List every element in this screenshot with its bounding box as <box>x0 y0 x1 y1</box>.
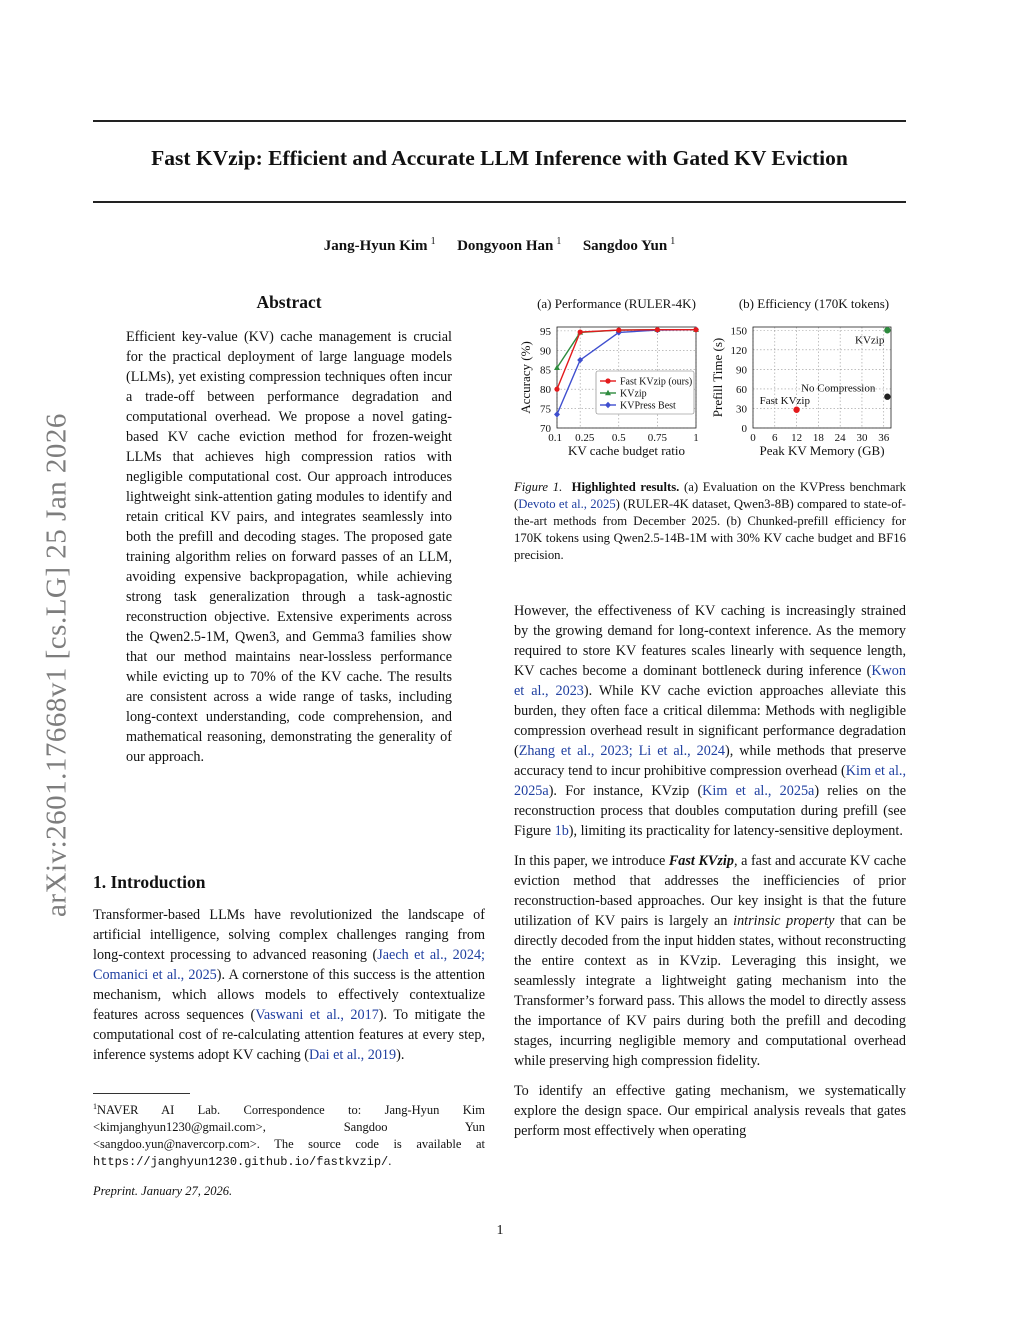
citation-link[interactable]: Vaswani et al., 2017 <box>255 1007 379 1023</box>
abstract-heading: Abstract <box>256 292 322 312</box>
citation-link[interactable]: Zhang et al., 2023; Li et al., 2024 <box>518 743 726 759</box>
y-tick-label: 95 <box>540 325 551 338</box>
citation-link[interactable]: Kim et al., 2025a <box>514 763 907 799</box>
author-name: Dongyoon Han <box>457 238 554 254</box>
citation-link[interactable]: Devoto et al., 2025 <box>518 497 616 511</box>
y-tick-label: 90 <box>540 345 551 358</box>
data-point <box>655 327 660 332</box>
data-point <box>554 411 560 417</box>
text-run: , a fast and accurate KV cache eviction method that addresses the inefficiencies of prior reconstruction-based approaches. Our key insight is that the future utilization of KV pairs is largely an <box>514 853 907 929</box>
text-run: ), while methods that preserve accuracy tend to incur prohibitive compression overhead ( <box>514 743 906 779</box>
paper-title: Fast KVzip: Efficient and Accurate LLM Inference with Gated KV Eviction <box>151 146 848 170</box>
author-list <box>93 236 906 255</box>
y-tick-label: 120 <box>730 344 747 357</box>
data-point <box>884 394 890 400</box>
emphasis-text: intrinsic property <box>733 913 835 929</box>
text-run: ). A cornerstone of this success is the attention mechanism, which allows models to effectively contextualize features across sequences ( <box>93 967 485 1023</box>
arxiv-stamp: arXiv:2601.17668v1 [cs.LG] 25 Jan 2026 <box>40 413 73 917</box>
y-tick-label: 90 <box>736 364 747 377</box>
data-point <box>693 327 698 332</box>
y-axis-label: Prefill Time (s) <box>710 337 725 418</box>
point-label: No Compression <box>801 382 876 395</box>
series-line <box>557 330 696 368</box>
section-heading-introduction: 1. Introduction <box>93 872 206 892</box>
point-label: KVzip <box>855 334 885 347</box>
x-axis-label: KV cache budget ratio <box>567 443 686 458</box>
citation-link[interactable]: 1b <box>554 823 569 839</box>
legend-label: KVPress Best <box>620 400 676 412</box>
y-axis-label: Accuracy (%) <box>518 341 533 414</box>
chart-title: (b) Efficiency (170K tokens) <box>738 296 890 311</box>
legend-label: KVzip <box>620 388 647 400</box>
point-label: Fast KVzip <box>759 394 811 407</box>
figure-1-charts <box>500 290 910 470</box>
y-tick-label: 80 <box>540 384 551 397</box>
x-tick-label: 0 <box>750 432 756 444</box>
title-rule-top <box>93 120 906 122</box>
y-tick-label: 60 <box>736 383 747 396</box>
text-run: ). While KV cache eviction approaches alleviate this burden, they often face a critical dilemma: Methods with negligible compression overhead result in significant performance degradation ( <box>514 683 906 759</box>
citation-link[interactable]: Kwon et al., 2023 <box>514 663 906 699</box>
data-point <box>578 329 583 334</box>
x-tick-label: 0.25 <box>575 432 595 444</box>
x-tick-label: 6 <box>772 432 778 444</box>
code-url-link[interactable]: https://janghyun1230.github.io/fastkvzip/ <box>93 1155 389 1170</box>
figure-label: Figure 1. <box>514 480 563 494</box>
x-axis-label: Peak KV Memory (GB) <box>759 443 885 458</box>
x-tick-label: 0.75 <box>647 432 668 444</box>
text-run: that can be directly decoded from the input hidden states, without reconstructing the entire context as in KVzip. Leveraging this insight, we seamlessly integrate a lightweight gating mechanism into the Transformer’s forward pass. This allows the model to directly assess the importance of KV pairs during both the prefill and decoding stages, incurring negligible memory and computational overhead while preserving high compression fidelity. <box>514 913 906 1069</box>
author-name: Sangdoo Yun <box>582 238 668 254</box>
y-tick-label: 150 <box>730 325 747 338</box>
y-tick-label: 75 <box>540 403 551 416</box>
text-run: ) relies on the reconstruction process that doubles computation during prefill (see Figure <box>514 783 907 839</box>
title-rule-bottom <box>93 201 906 203</box>
author-affiliation: 1 <box>670 236 676 247</box>
x-tick-label: 18 <box>812 432 824 444</box>
y-tick-label: 85 <box>540 364 551 377</box>
citation-link[interactable]: Jaech et al., 2024; Comanici et al., 2025 <box>93 947 485 983</box>
body-paragraph <box>514 1081 906 1141</box>
data-point <box>884 327 890 333</box>
figure-caption: Figure 1. Highlighted results. (a) Evaluation on the KVPress benchmark (Devoto et al., 2025) (RULER-4K dataset, Qwen3-8B) compared to state-of-the-art methods from December 2025. (b) Chunked-prefill efficiency for 170K tokens using Qwen2.5-14B-1M with 30% KV cache budget and BF16 precision. <box>514 480 907 562</box>
data-point <box>605 378 610 383</box>
chart-title: (a) Performance (RULER-4K) <box>537 296 696 311</box>
text-run: ). For instance, KVzip ( <box>548 783 703 799</box>
author-affiliation: 1 <box>556 236 562 247</box>
body-paragraph <box>514 601 906 841</box>
x-tick-label: 0.5 <box>611 432 626 444</box>
introduction-paragraph <box>93 905 485 1065</box>
author-affiliation: 1 <box>430 236 436 247</box>
y-tick-label: 0 <box>741 423 747 435</box>
body-paragraph <box>514 851 906 1071</box>
x-tick-label: 24 <box>834 432 846 444</box>
y-tick-label: 70 <box>540 423 551 435</box>
x-tick-label: 12 <box>791 432 803 444</box>
abstract-text: Efficient key-value (KV) cache management is crucial for the practical deployment of large language models (LLMs), yet existing compression techniques often incur a trade-off between performance degradation and computational overhead. We propose a novel gating-based KV cache eviction method for frozen-weight LLMs that achieves high compression ratios with negligible computational cost. Our approach introduces lightweight sink-attention gating modules to identify and retain critical KV pairs, and integrates seamlessly into both the prefill and decoding stages. The proposed gate training algorithm relies on forward passes of an LLM, avoiding expensive backpropagation, while achieving strong task generalization through a task-agnostic reconstruction objective. Extensive experiments across the Qwen2.5-1M, Qwen3, and Gemma3 families show that our method maintains near-lossless performance while evicting up to 70% of the KV cache. The results are consistent across a wide range of tasks, including long-context understanding, code comprehension, and mathematical reasoning, demonstrating the generality of our approach. <box>126 329 452 765</box>
citation-link[interactable]: Dai et al., 2019 <box>309 1047 397 1063</box>
emphasis-text: Fast KVzip <box>668 853 734 869</box>
text-run: ), limiting its practicality for latency-sensitive deployment. <box>568 823 903 839</box>
text-run: ). To mitigate the computational cost of re-calculating attention features at every step, inference systems adopt KV caching ( <box>93 1007 485 1063</box>
footnote-rule <box>93 1093 190 1094</box>
text-run: In this paper, we introduce <box>514 853 669 869</box>
data-point <box>793 407 799 413</box>
footnote-text: NAVER AI Lab. Correspondence to: Jang-Hyun Kim <kimjanghyun1230@gmail.com>, Sangdoo Yun <sangdoo.yun@navercorp.com>. The source code is available at <box>93 1103 485 1152</box>
data-point <box>616 328 621 333</box>
preprint-note: Preprint. January 27, 2026. <box>93 1184 233 1198</box>
figure-1 <box>500 290 910 475</box>
figure-caption-bold: Highlighted results. <box>571 480 680 494</box>
legend-label: Fast KVzip (ours) <box>620 376 693 388</box>
author-name: Jang-Hyun Kim <box>323 238 428 254</box>
text-run: To identify an effective gating mechanism, we systematically explore the design space. Our empirical analysis reveals that gates perform most effectively when operating <box>514 1083 906 1139</box>
y-tick-label: 30 <box>736 403 747 416</box>
x-tick-label: 0.1 <box>548 432 562 444</box>
footnote-mark: 1 <box>93 1102 97 1111</box>
data-point <box>554 387 559 392</box>
x-tick-label: 36 <box>878 432 890 444</box>
right-column-text <box>514 601 906 1151</box>
text-run: Transformer-based LLMs have revolutionized the landscape of artificial intelligence, solving complex challenges ranging from long-context processing to advanced reasoning ( <box>93 907 485 963</box>
page-number: 1 <box>496 1223 504 1238</box>
citation-link[interactable]: Kim et al., 2025a <box>702 783 815 799</box>
x-tick-label: 30 <box>856 432 868 444</box>
text-run: However, the effectiveness of KV caching is increasingly strained by the growing demand for long-context inference. As the memory required to store KV features scales linearly with sequence length, KV caches become a dominant bottleneck during inference ( <box>514 603 906 679</box>
footnote: $^1$NAVER AI Lab. Correspondence to: Jang-Hyun Kim <kimjanghyun1230@gmail.com>, Sangdoo Yun <sangdoo.yun@navercorp.com>. The source code is available at https://janghyun1230.github.io/fastkvzip/. <box>93 1102 485 1170</box>
text-run: ). <box>396 1047 405 1063</box>
x-tick-label: 1 <box>693 432 699 444</box>
